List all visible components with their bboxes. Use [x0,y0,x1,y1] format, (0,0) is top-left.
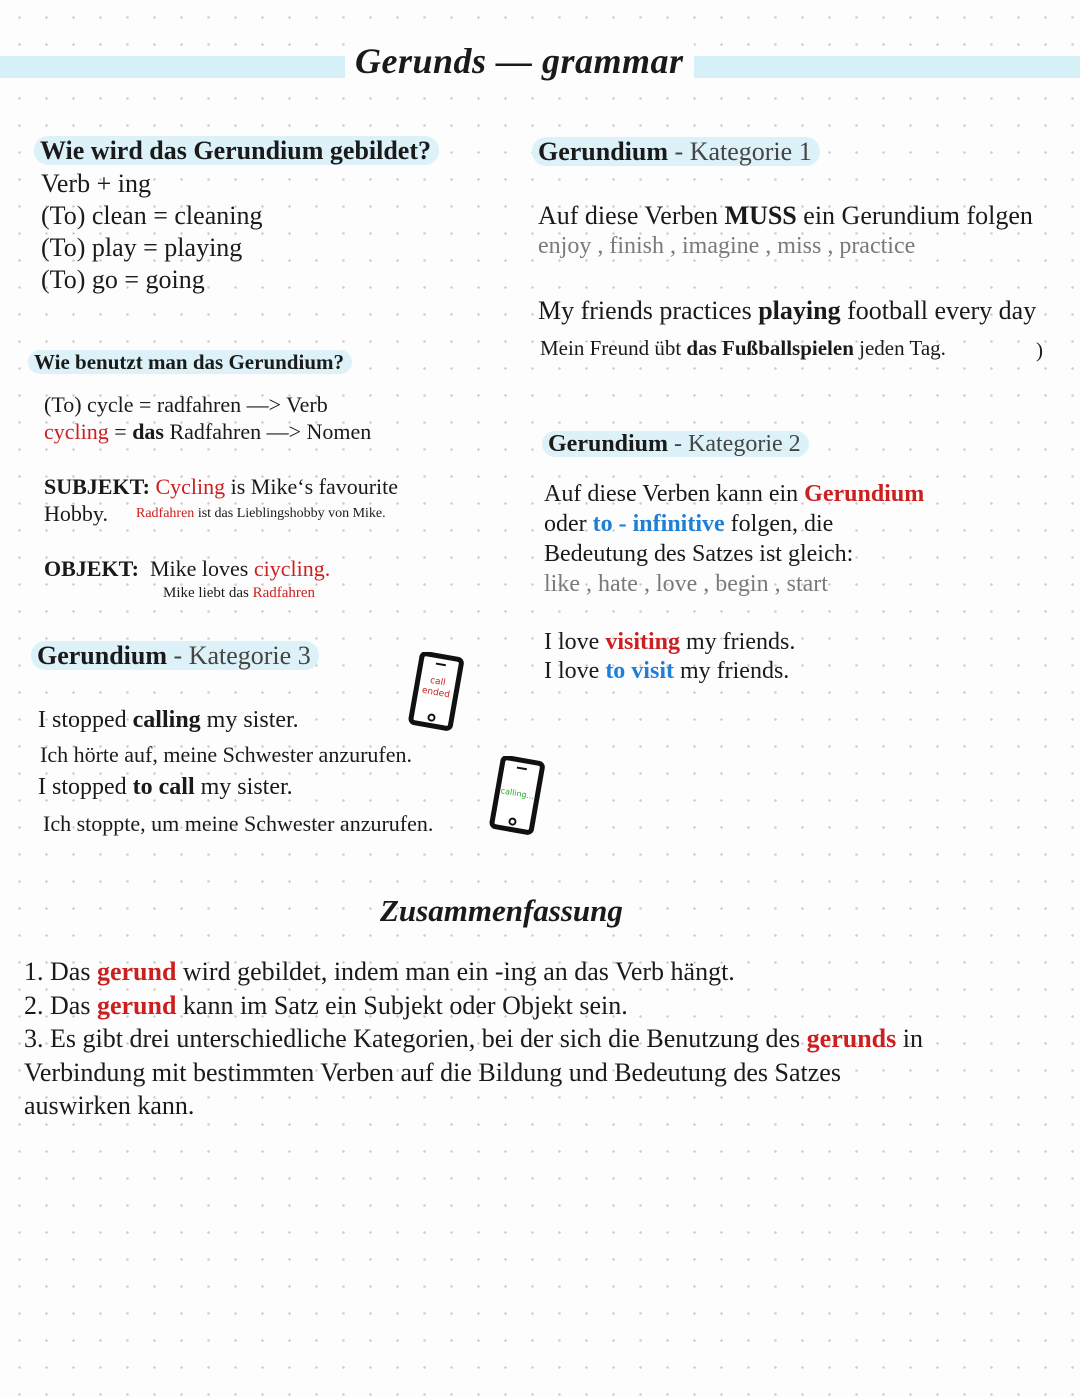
k1-paren-mark: ) [1036,338,1043,362]
subjekt-example-line2: Hobby. [44,501,108,526]
page-title: Gerunds — grammar [345,40,694,82]
formation-line: (To) clean = cleaning [41,201,263,230]
svg-text:call: call [429,675,447,689]
k3-sentence-2: I stopped to call my sister. [38,774,293,800]
summary-item-2: 2. Das gerund kann im Satz ein Subjekt oder Objekt sein. [24,990,628,1020]
phone-calling-icon [484,756,550,836]
kategorie-2-heading: Gerundium - Kategorie 2 [542,431,809,458]
k2-rule-line-3: Bedeutung des Satzes ist gleich: [544,541,854,567]
usage-question: Wie benutzt man das Gerundium? [28,350,352,375]
formation-line: (To) go = going [41,265,205,294]
k3-translation-2: Ich stoppte, um meine Schwester anzurufen. [43,811,434,836]
subjekt-translation: Radfahren ist das Lieblingshobby von Mike. [136,506,386,521]
k1-example: My friends practices playing football every day [538,296,1037,325]
kategorie-3-heading: Gerundium - Kategorie 3 [31,641,319,671]
formation-line: Verb + ing [41,169,151,198]
subjekt-example: SUBJEKT: Cycling is Mike‘s favourite [44,474,399,499]
k1-verbs: enjoy , finish , imagine , miss , practice [538,233,916,259]
summary-item-3: 3. Es gibt drei unterschiedliche Kategorien, bei der sich die Benutzung des gerunds in [24,1024,923,1053]
k3-sentence-1: I stopped calling my sister. [38,707,299,733]
k1-rule: Auf diese Verben MUSS ein Gerundium folgen [538,201,1033,230]
k2-rule-line-1: Auf diese Verben kann ein Gerundium [544,481,925,507]
summary-list [24,955,923,1123]
k1-translation: Mein Freund übt das Fußballspielen jeden Tag. [540,336,946,360]
svg-text:calling...: calling... [500,786,535,801]
objekt-example: OBJEKT: Mike loves ciycling. [44,556,331,581]
formation-question: Wie wird das Gerundium gebildet? [34,136,439,166]
summary-item-3-line-3: auswirken kann. [24,1091,195,1120]
summary-item-1: 1. Das gerund wird gebildet, indem man ein -ing an das Verb hängt. [24,957,735,986]
objekt-translation: Mike liebt das Radfahren [163,585,316,601]
summary-title: Zusammenfassung [380,893,623,928]
k3-translation-1: Ich hörte auf, meine Schwester anzurufen. [40,742,413,767]
formation-line: (To) play = playing [41,233,243,262]
phone-call-ended-icon [404,652,468,732]
k2-example-2: I love to visit my friends. [544,658,790,684]
k2-example-1: I love visiting my friends. [544,629,796,655]
formation-list [41,168,262,296]
kategorie-1-heading: Gerundium - Kategorie 1 [532,137,820,167]
k2-rule-line-2: oder to - infinitive folgen, die [544,511,834,537]
k2-verbs: like , hate , love , begin , start [544,571,828,597]
svg-text:ended: ended [421,685,451,701]
usage-noun-line: cycling = das Radfahren —> Nomen [44,419,372,444]
usage-verb-line: (To) cycle = radfahren —> Verb [44,392,328,417]
summary-item-3-line-2: Verbindung mit bestimmten Verben auf die Bildung und Bedeutung des Satzes [24,1057,841,1087]
